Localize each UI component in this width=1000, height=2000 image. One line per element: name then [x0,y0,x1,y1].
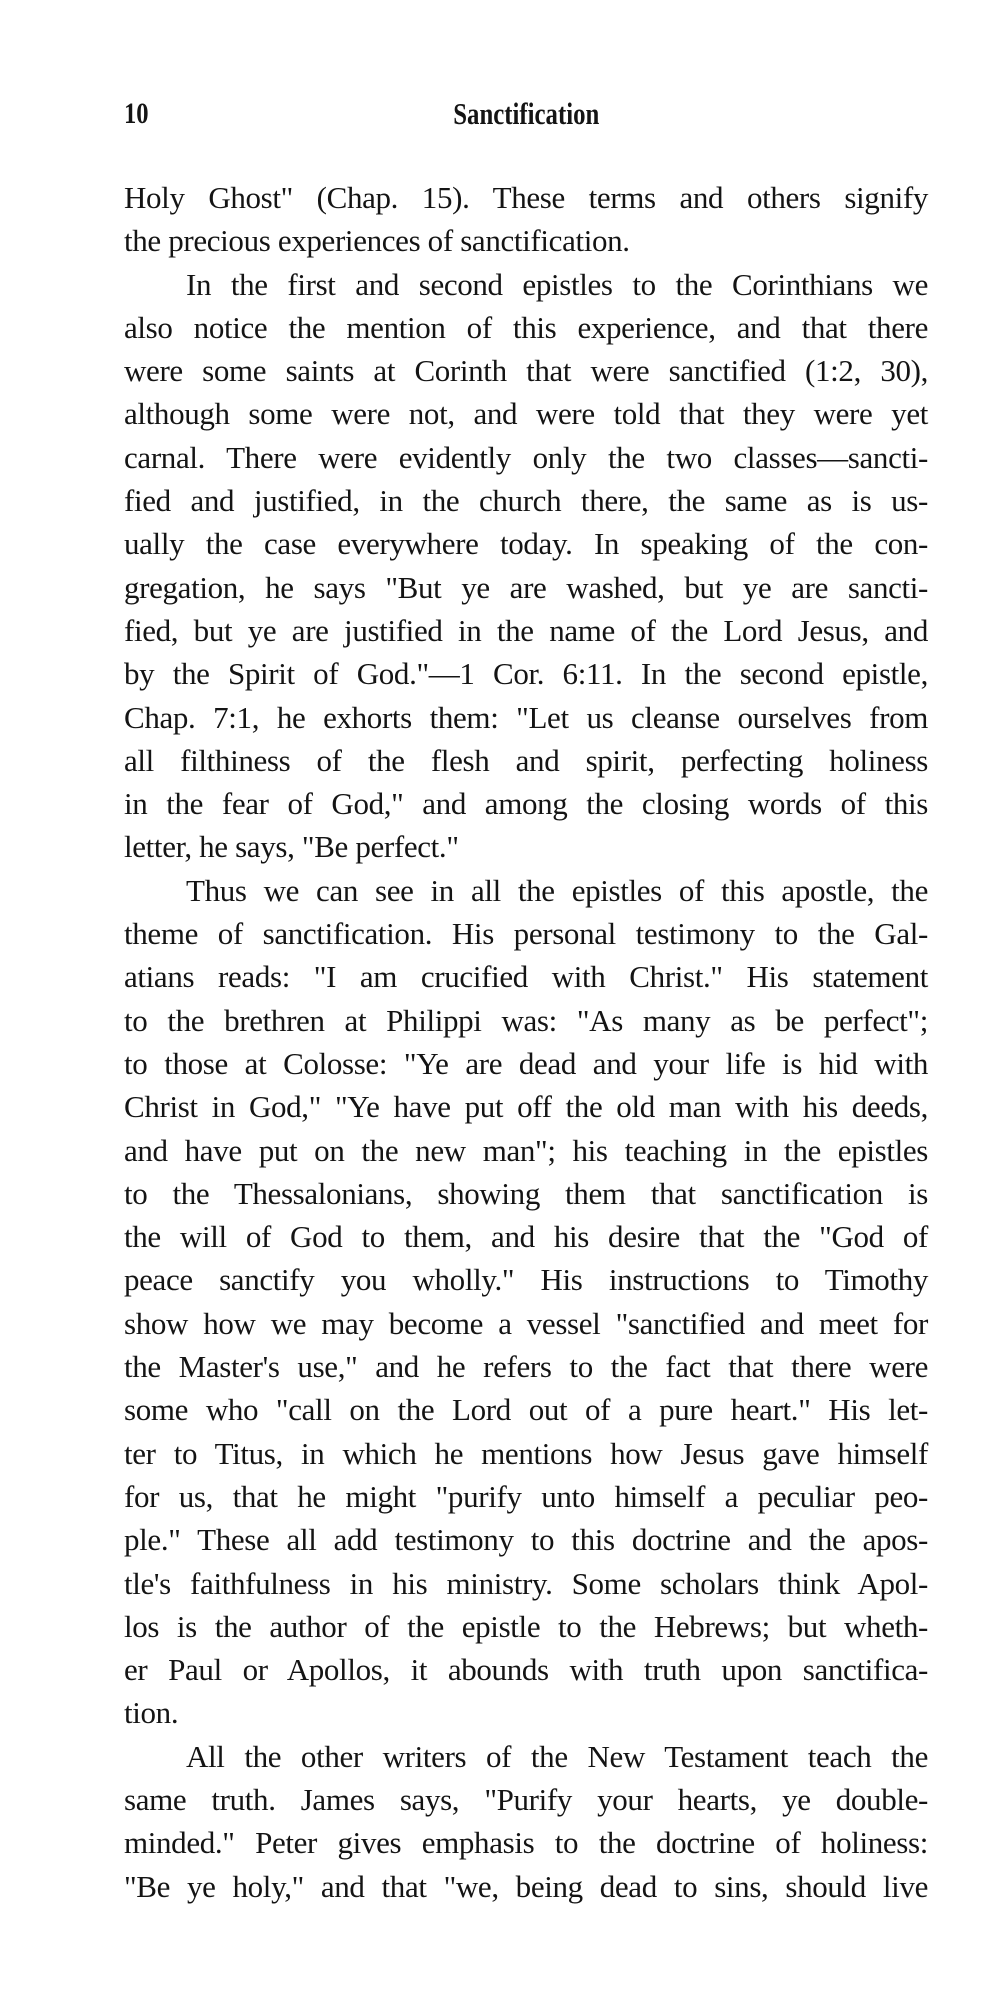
text-line: "Be ye holy," and that "we, being dead to sins, should live [124,1868,928,1904]
text-line: the precious experiences of sanctification. [124,223,630,259]
text-line: minded." Peter gives emphasis to the doctrine of holiness: [124,1825,928,1861]
text-line: carnal. There were evidently only the two classes—sancti- [124,439,928,475]
running-title [124,92,928,136]
text-line: for us, that he might "purify unto himself a peculiar peo- [124,1478,928,1514]
text-line: Chap. 7:1, he exhorts them: "Let us cleanse ourselves from [124,699,928,735]
text-line: to the Thessalonians, showing them that sanctification is [124,1175,928,1211]
body-text [124,176,928,1908]
text-line: Holy Ghost" (Chap. 15). These terms and others signify [124,180,928,215]
text-line: to the brethren at Philippi was: "As many as be perfect"; [124,1002,928,1038]
text-line: All the other writers of the New Testament teach the [186,1738,928,1774]
text-line: some who "call on the Lord out of a pure heart." His let- [124,1392,928,1428]
text-line: to those at Colosse: "Ye are dead and your life is hid with [124,1045,928,1081]
text-line: In the first and second epistles to the Corinthians we [186,266,928,302]
text-line: los is the author of the epistle to the Hebrews; but wheth- [124,1608,928,1644]
paragraph [124,263,928,869]
text-line: were some saints at Corinth that were sanctified (1:2, 30), [124,353,928,389]
text-line: fied, but ye are justified in the name of the Lord Jesus, and [124,612,928,648]
text-line: ple." These all add testimony to this doctrine and the apos- [124,1522,928,1558]
text-line: theme of sanctification. His personal testimony to the Gal- [124,916,928,952]
text-line: gregation, he says "But ye are washed, but ye are sancti- [124,569,928,605]
text-line: and have put on the new man"; his teaching in the epistles [124,1132,928,1168]
text-line: ter to Titus, in which he mentions how Jesus gave himself [124,1435,928,1471]
text-line: same truth. James says, "Purify your hearts, ye double- [124,1781,928,1817]
page-number: 10 [124,97,149,130]
text-line: in the fear of God," and among the closing words of this [124,786,928,822]
text-line: er Paul or Apollos, it abounds with truth upon sanctifica- [124,1652,928,1688]
text-line: tion. [124,1695,179,1731]
text-line: the Master's use," and he refers to the fact that there were [124,1349,928,1385]
text-line: by the Spirit of God."—1 Cor. 6:11. In the second epistle, [124,656,928,692]
text-line: all filthiness of the flesh and spirit, perfecting holiness [124,742,928,778]
text-line: show how we may become a vessel "sanctified and meet for [124,1305,928,1341]
text-line: Christ in God," "Ye have put off the old man with his deeds, [124,1089,928,1125]
paragraph [124,176,928,263]
text-line: letter, he says, "Be perfect." [124,829,459,865]
text-line: fied and justified, in the church there, the same as is us- [124,483,928,519]
text-line: ually the case everywhere today. In speaking of the con- [124,526,928,562]
text-line: the will of God to them, and his desire that the "God of [124,1219,928,1255]
paragraph [124,869,928,1735]
running-title-text: Sanctification [452,96,600,131]
text-line: tle's faithfulness in his ministry. Some scholars think Apol- [124,1565,928,1601]
text-line: atians reads: "I am crucified with Christ." His statement [124,959,928,995]
text-line: Thus we can see in all the epistles of this apostle, the [186,872,928,908]
text-line: peace sanctify you wholly." His instructions to Timothy [124,1262,928,1298]
text-line: also notice the mention of this experience, and that there [124,309,928,345]
text-line: although some were not, and were told that they were yet [124,396,928,432]
running-head [124,92,928,136]
paragraph [124,1735,928,1908]
